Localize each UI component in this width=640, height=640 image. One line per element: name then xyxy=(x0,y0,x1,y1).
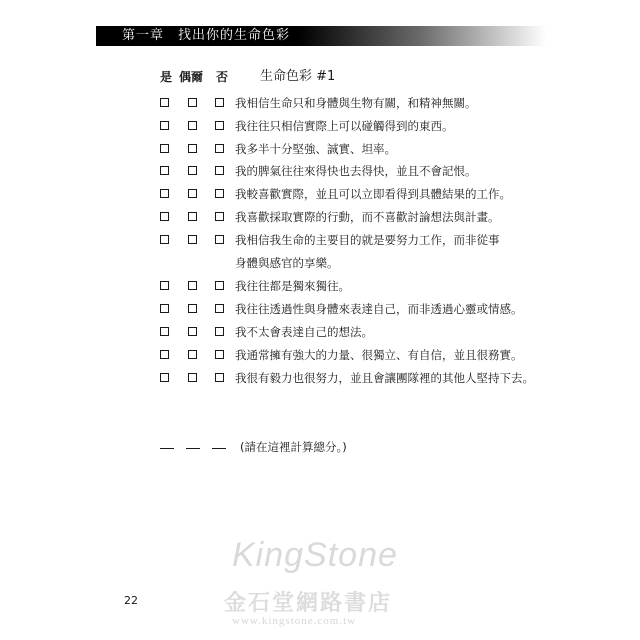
checkbox-no[interactable] xyxy=(215,98,224,107)
column-sometimes-label: 偶爾 xyxy=(179,70,204,84)
statement-row xyxy=(0,118,640,134)
checkbox-sometimes[interactable] xyxy=(188,121,197,130)
statement-row xyxy=(0,95,640,111)
checkbox-no[interactable] xyxy=(215,350,224,359)
statement-row xyxy=(0,141,640,157)
score-blank-yes xyxy=(160,448,174,449)
checkbox-sometimes[interactable] xyxy=(188,281,197,290)
statement-text: 我喜歡採取實際的行動，而不喜歡討論想法與計畫。 xyxy=(235,210,500,224)
checkbox-sometimes[interactable] xyxy=(188,166,197,175)
statement-text: 我的脾氣往往來得快也去得快，並且不會記恨。 xyxy=(235,164,477,178)
checkbox-no[interactable] xyxy=(215,373,224,382)
checkbox-yes[interactable] xyxy=(160,144,169,153)
checkbox-sometimes[interactable] xyxy=(188,327,197,336)
checkbox-sometimes[interactable] xyxy=(188,144,197,153)
statement-text: 我不太會表達自己的想法。 xyxy=(235,325,373,339)
statement-text: 我多半十分堅強、誠實、坦率。 xyxy=(235,142,396,156)
statement-row xyxy=(0,370,640,386)
watermark-store-name: 金石堂網路書店 xyxy=(224,590,393,616)
checkbox-sometimes[interactable] xyxy=(188,350,197,359)
checkbox-sometimes[interactable] xyxy=(188,212,197,221)
checkbox-no[interactable] xyxy=(215,281,224,290)
checkbox-sometimes[interactable] xyxy=(188,189,197,198)
checkbox-no[interactable] xyxy=(215,121,224,130)
statement-text: 我通常擁有強大的力量、很獨立、有自信，並且很務實。 xyxy=(235,348,523,362)
chapter-title: 第一章 找出你的生命色彩 xyxy=(122,28,291,43)
statement-text: 我較喜歡實際，並且可以立即看得到具體結果的工作。 xyxy=(235,187,511,201)
checkbox-yes[interactable] xyxy=(160,212,169,221)
statement-row xyxy=(0,163,640,179)
checkbox-yes[interactable] xyxy=(160,189,169,198)
checkbox-yes[interactable] xyxy=(160,304,169,313)
statement-row xyxy=(0,209,640,225)
score-blank-no xyxy=(212,448,226,449)
total-score-note: (請在這裡計算總分。) xyxy=(240,440,347,454)
statement-row xyxy=(0,278,640,294)
statement-text: 我很有毅力也很努力，並且會讓團隊裡的其他人堅持下去。 xyxy=(235,371,534,385)
statement-text-continuation: 身體與感官的享樂。 xyxy=(235,256,339,270)
checkbox-yes[interactable] xyxy=(160,350,169,359)
statement-row xyxy=(0,324,640,340)
checkbox-sometimes[interactable] xyxy=(188,373,197,382)
section-title: 生命色彩 #1 xyxy=(260,69,336,84)
statement-text: 我往往只相信實際上可以碰觸得到的東西。 xyxy=(235,119,454,133)
checkbox-no[interactable] xyxy=(215,327,224,336)
score-blank-sometimes xyxy=(186,448,200,449)
page-number: 22 xyxy=(124,594,138,607)
statement-row xyxy=(0,186,640,202)
checkbox-no[interactable] xyxy=(215,189,224,198)
checkbox-no[interactable] xyxy=(215,304,224,313)
statement-text: 我相信生命只和身體與生物有關，和精神無關。 xyxy=(235,96,477,110)
column-yes-label: 是 xyxy=(160,70,173,84)
statement-text: 我相信我生命的主要目的就是要努力工作，而非從事 xyxy=(235,233,500,247)
checkbox-sometimes[interactable] xyxy=(188,98,197,107)
statement-row xyxy=(0,347,640,363)
checkbox-no[interactable] xyxy=(215,166,224,175)
watermark-brand: KingStone xyxy=(232,536,398,574)
checkbox-no[interactable] xyxy=(215,235,224,244)
checkbox-sometimes[interactable] xyxy=(188,304,197,313)
checkbox-yes[interactable] xyxy=(160,281,169,290)
checkbox-yes[interactable] xyxy=(160,327,169,336)
checkbox-no[interactable] xyxy=(215,212,224,221)
statement-row xyxy=(0,301,640,317)
checkbox-yes[interactable] xyxy=(160,98,169,107)
statement-row xyxy=(0,232,640,270)
checkbox-yes[interactable] xyxy=(160,166,169,175)
checkbox-yes[interactable] xyxy=(160,121,169,130)
watermark-url: www.kingstone.com.tw xyxy=(232,615,357,627)
statement-text: 我往往都是獨來獨往。 xyxy=(235,279,350,293)
checkbox-no[interactable] xyxy=(215,144,224,153)
checkbox-sometimes[interactable] xyxy=(188,235,197,244)
statement-text: 我往往透過性與身體來表達自己，而非透過心靈或情感。 xyxy=(235,302,523,316)
checkbox-yes[interactable] xyxy=(160,373,169,382)
checkbox-yes[interactable] xyxy=(160,235,169,244)
column-no-label: 否 xyxy=(216,70,229,84)
